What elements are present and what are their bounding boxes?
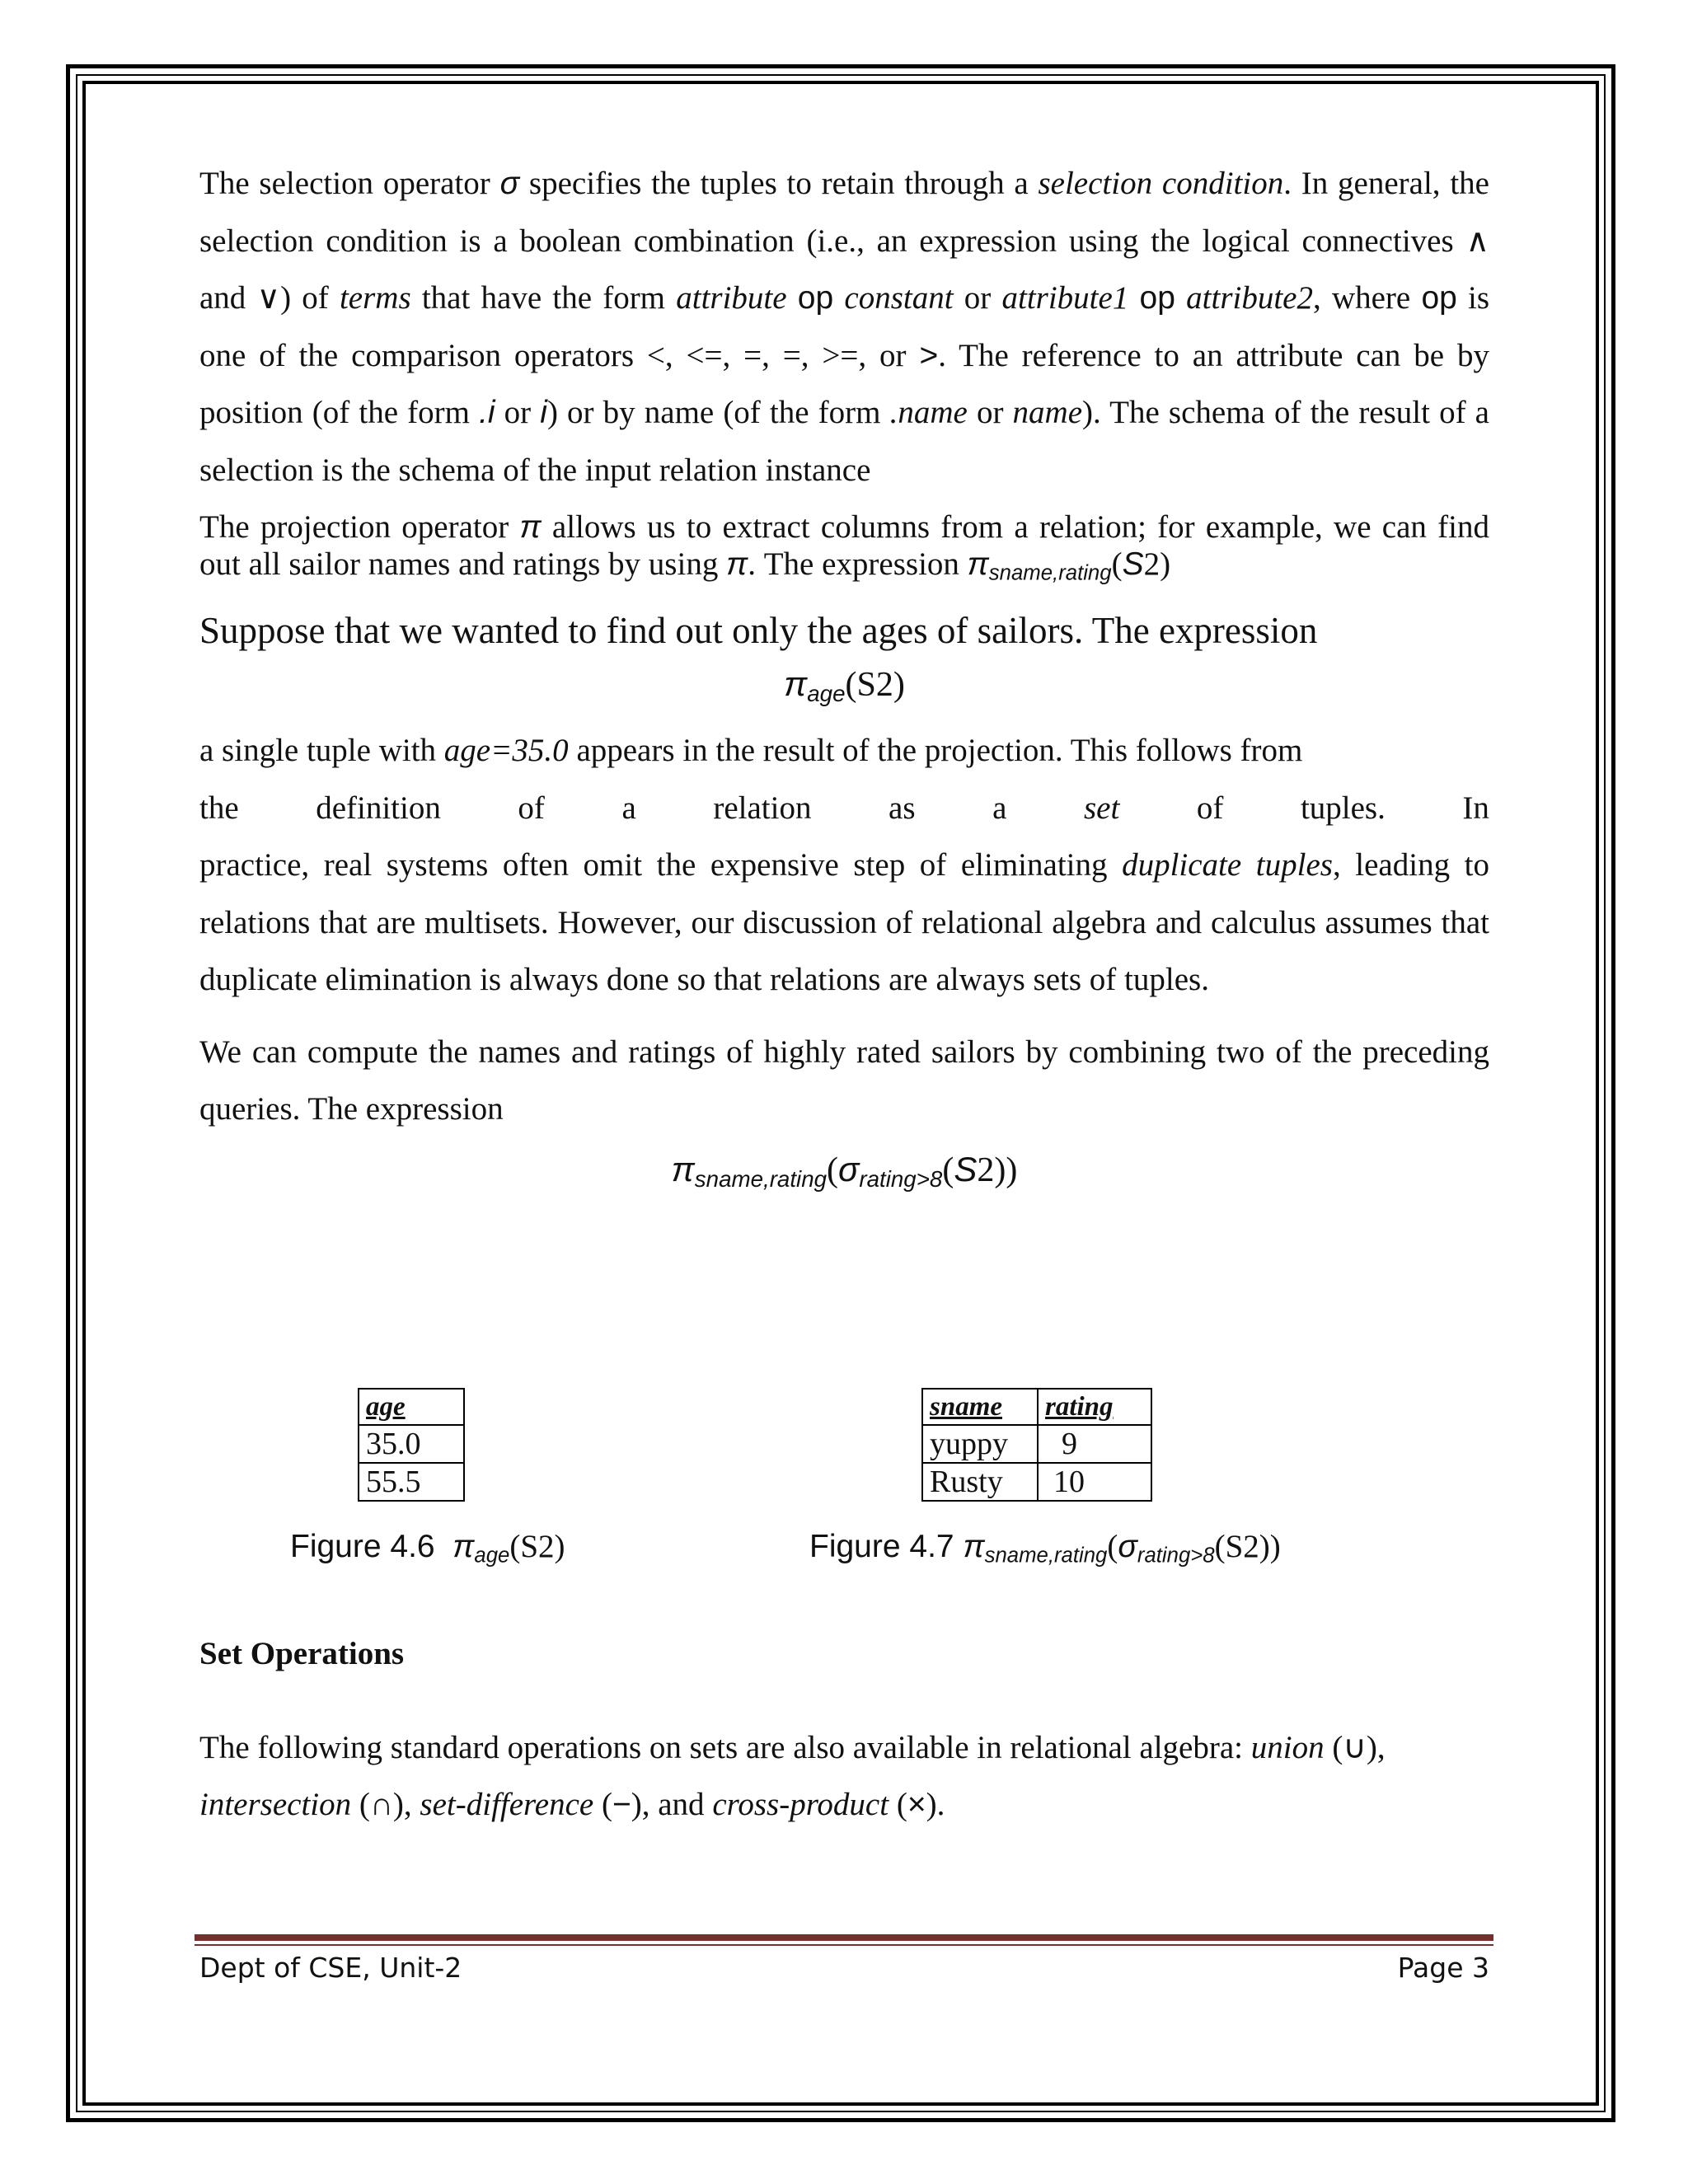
expression-pi-age: $\pi_{age}(S2)$ bbox=[784, 664, 905, 707]
single-tuple-line: a single tuple with age=35.0 appears in the result of the projection. This follows from bbox=[199, 733, 1303, 769]
table-sname-rating bbox=[921, 1388, 1152, 1502]
figure-4-6-caption: Figure 4.6 $\pi_{age}(S2)$ bbox=[290, 1529, 565, 1568]
figure-4-7-caption: Figure 4.7 $\pi_{sname,rating}(\sigma_{rating>8}(S2))$ bbox=[809, 1529, 1281, 1568]
table-row bbox=[922, 1463, 1151, 1501]
table-cell: 9 bbox=[1038, 1425, 1151, 1463]
suppose-sentence: Suppose that we wanted to find out only the ages of sailors. The expression bbox=[199, 610, 1318, 652]
expression-combined: $\pi_{sname,rating}(\sigma_{rating>8}(S2))$ bbox=[671, 1149, 1018, 1192]
column-header-rating: rating bbox=[1038, 1389, 1151, 1425]
main-content bbox=[199, 155, 1489, 1204]
footer-rule-thin bbox=[195, 1944, 1493, 1946]
duplicate-paragraph: practice, real systems often omit the expensive step of eliminating duplicate tuples, leading to relations that are multisets. However, our discussion of relational algebra and calculus assumes that duplicate elimination is always done so that relations are always sets of tuples. bbox=[199, 847, 1489, 998]
table-cell: yuppy bbox=[922, 1425, 1038, 1463]
column-header-sname: sname bbox=[922, 1389, 1038, 1425]
table-cell: 35.0 bbox=[359, 1425, 464, 1463]
footer-rule bbox=[195, 1934, 1493, 1941]
selection-paragraph: The selection operator σ specifies the tuples to retain through a selection condition. In general, the selection condition is a boolean combination (i.e., an expression using the logical connectives ∧ and ∨) of terms that have the form attribute op constant or attribute1 op attribute2, where op is one of the comparison operators <, <=, =, =, >=, or >. The reference to an attribute can be by position (of the form .i or i) or by name (of the form .name or name). The schema of the result of a selection is the schema of the input relation instance bbox=[199, 166, 1490, 488]
combine-paragraph: We can compute the names and ratings of highly rated sailors by combining two of the preceding queries. The expression bbox=[199, 1033, 1489, 1127]
set-operations-paragraph: The following standard operations on sets are also available in relational algebra: union (∪), intersection (∩), set-difference (−), and cross-product (×). bbox=[199, 1730, 1386, 1822]
page-footer bbox=[199, 1952, 1489, 1984]
footer-department: Dept of CSE, Unit-2 bbox=[199, 1952, 462, 1984]
projection-paragraph: The projection operator π allows us to extract columns from a relation; for example, we can find out all sailor names and ratings by using π. The expression $\pi_{sname,rating}(S2)$ bbox=[199, 509, 1489, 585]
column-header-age: age bbox=[359, 1389, 464, 1425]
page-number: Page 3 bbox=[1397, 1952, 1489, 1984]
section-heading: Set Operations bbox=[199, 1636, 405, 1671]
table-age bbox=[358, 1388, 465, 1502]
table-row bbox=[922, 1425, 1151, 1463]
spread-line: the definition of a relation as a set of tuples. In bbox=[199, 790, 1489, 826]
table-cell: 55.5 bbox=[359, 1463, 464, 1501]
table-cell: 10 bbox=[1038, 1463, 1151, 1501]
table-cell: Rusty bbox=[922, 1463, 1038, 1501]
